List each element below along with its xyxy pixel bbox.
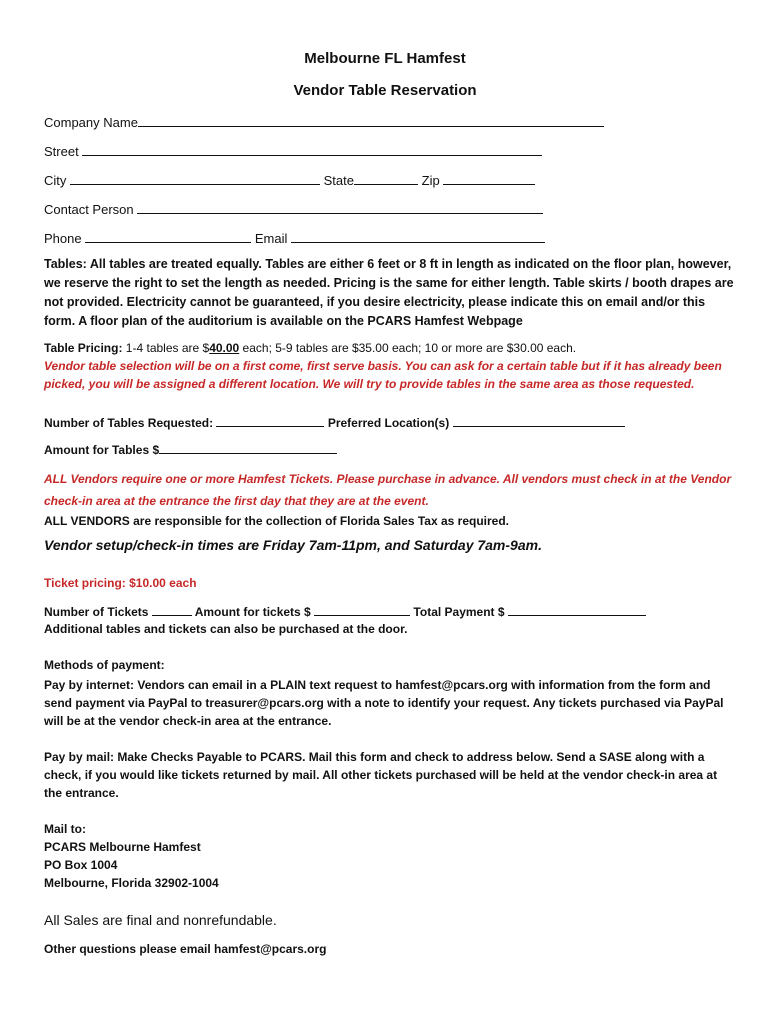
tickets-required-note: ALL Vendors require one or more Hamfest Tickets. Please purchase in advance. All vendors must check in at the Vendor check-in area at the entrance the first day that they are at the event. — [44, 472, 732, 508]
preferred-location-field[interactable] — [453, 414, 625, 427]
state-label: State — [323, 173, 354, 188]
mail-to-label: Mail to: — [44, 822, 86, 836]
company-label: Company Name — [44, 115, 138, 130]
tickets-number-label: Number of Tickets — [44, 605, 149, 619]
mail-to-line-1: PCARS Melbourne Hamfest — [44, 840, 201, 854]
final-note: All Sales are final and nonrefundable. — [44, 912, 277, 928]
selection-note: Vendor table selection will be on a first come, first serve basis. You can ask for a certain table but if it has already been picked, you will be assigned a different location. We will try to provide tables in the same area as those requested. — [44, 359, 722, 391]
tables-request-row — [44, 414, 625, 432]
street-row — [44, 143, 542, 159]
additional-note: Additional tables and tickets can also be purchased at the door. — [44, 622, 408, 636]
tables-info: Tables: All tables are treated equally. Tables are either 6 feet or 8 ft in length as indicated on the floor plan, however, we reserve the right to set the length as needed. Pricing is the same for either length. Table skirts / booth drapes are not provided. Electricity cannot be guaranteed, if you desire electricity, please indicate this on email and/or this form. A floor plan of the auditorium is available on the PCARS Hamfest Webpage — [44, 257, 734, 328]
email-field[interactable] — [291, 230, 545, 243]
company-row — [44, 114, 604, 130]
contact-field[interactable] — [137, 201, 543, 214]
ticket-pricing: Ticket pricing: $10.00 each — [44, 576, 197, 590]
tables-requested-label: Number of Tables Requested: — [44, 416, 214, 430]
preferred-location-label: Preferred Location(s) — [327, 416, 450, 430]
company-field[interactable] — [138, 114, 604, 127]
total-payment-field[interactable] — [508, 603, 646, 616]
tickets-amount-label: Amount for tickets $ — [194, 605, 311, 619]
tickets-number-field[interactable] — [152, 603, 192, 616]
tickets-amount-field[interactable] — [314, 603, 410, 616]
tables-requested-field[interactable] — [216, 414, 324, 427]
street-field[interactable] — [82, 143, 542, 156]
questions-note: Other questions please email hamfest@pcars.org — [44, 942, 327, 956]
email-label: Email — [254, 231, 288, 246]
state-field[interactable] — [354, 172, 418, 185]
table-pricing — [44, 339, 734, 357]
total-payment-label: Total Payment $ — [413, 605, 505, 619]
setup-times: Vendor setup/check-in times are Friday 7am-11pm, and Saturday 7am-9am. — [44, 537, 542, 553]
table-pricing-text-2: each; 5-9 tables are $35.00 each; 10 or more are $30.00 each. — [239, 341, 577, 355]
ticket-form-row — [44, 603, 646, 619]
city-label: City — [44, 173, 67, 188]
amount-tables-row — [44, 441, 337, 459]
street-label: Street — [44, 144, 79, 159]
mail-to-line-2: PO Box 1004 — [44, 858, 118, 872]
table-pricing-label: Table Pricing: — [44, 341, 123, 355]
zip-label: Zip — [421, 173, 440, 188]
payment-internet: Pay by internet: Vendors can email in a PLAIN text request to hamfest@pcars.org with information from the form and send payment via PayPal to treasurer@pcars.org with a note to identify your request. Any tickets purchased via PayPal will be at the vendor check-in area at the entrance. — [44, 678, 724, 728]
table-price-highlight: 40.00 — [209, 341, 240, 355]
contact-row — [44, 201, 543, 217]
amount-tables-field[interactable] — [159, 441, 337, 454]
city-field[interactable] — [70, 172, 320, 185]
mail-to-line-3: Melbourne, Florida 32902-1004 — [44, 876, 219, 890]
table-pricing-text: 1-4 tables are $ — [122, 341, 210, 355]
phone-label: Phone — [44, 231, 82, 246]
form-subtitle: Vendor Table Reservation — [293, 82, 477, 99]
payment-mail: Pay by mail: Make Checks Payable to PCARS. Mail this form and check to address below. Send a SASE along with a check, if you would like tickets returned by mail. All other tickets purchased will be held at the vendor check-in area at the entrance. — [44, 750, 718, 800]
phone-email-row — [44, 230, 545, 246]
amount-tables-label: Amount for Tables $ — [44, 443, 160, 457]
city-state-zip-row — [44, 172, 535, 188]
sales-tax-note: ALL VENDORS are responsible for the collection of Florida Sales Tax as required. — [44, 514, 510, 528]
zip-field[interactable] — [443, 172, 535, 185]
form-title: Melbourne FL Hamfest — [304, 50, 466, 67]
payment-heading: Methods of payment: — [44, 658, 165, 672]
contact-label: Contact Person — [44, 202, 134, 217]
phone-field[interactable] — [85, 230, 251, 243]
